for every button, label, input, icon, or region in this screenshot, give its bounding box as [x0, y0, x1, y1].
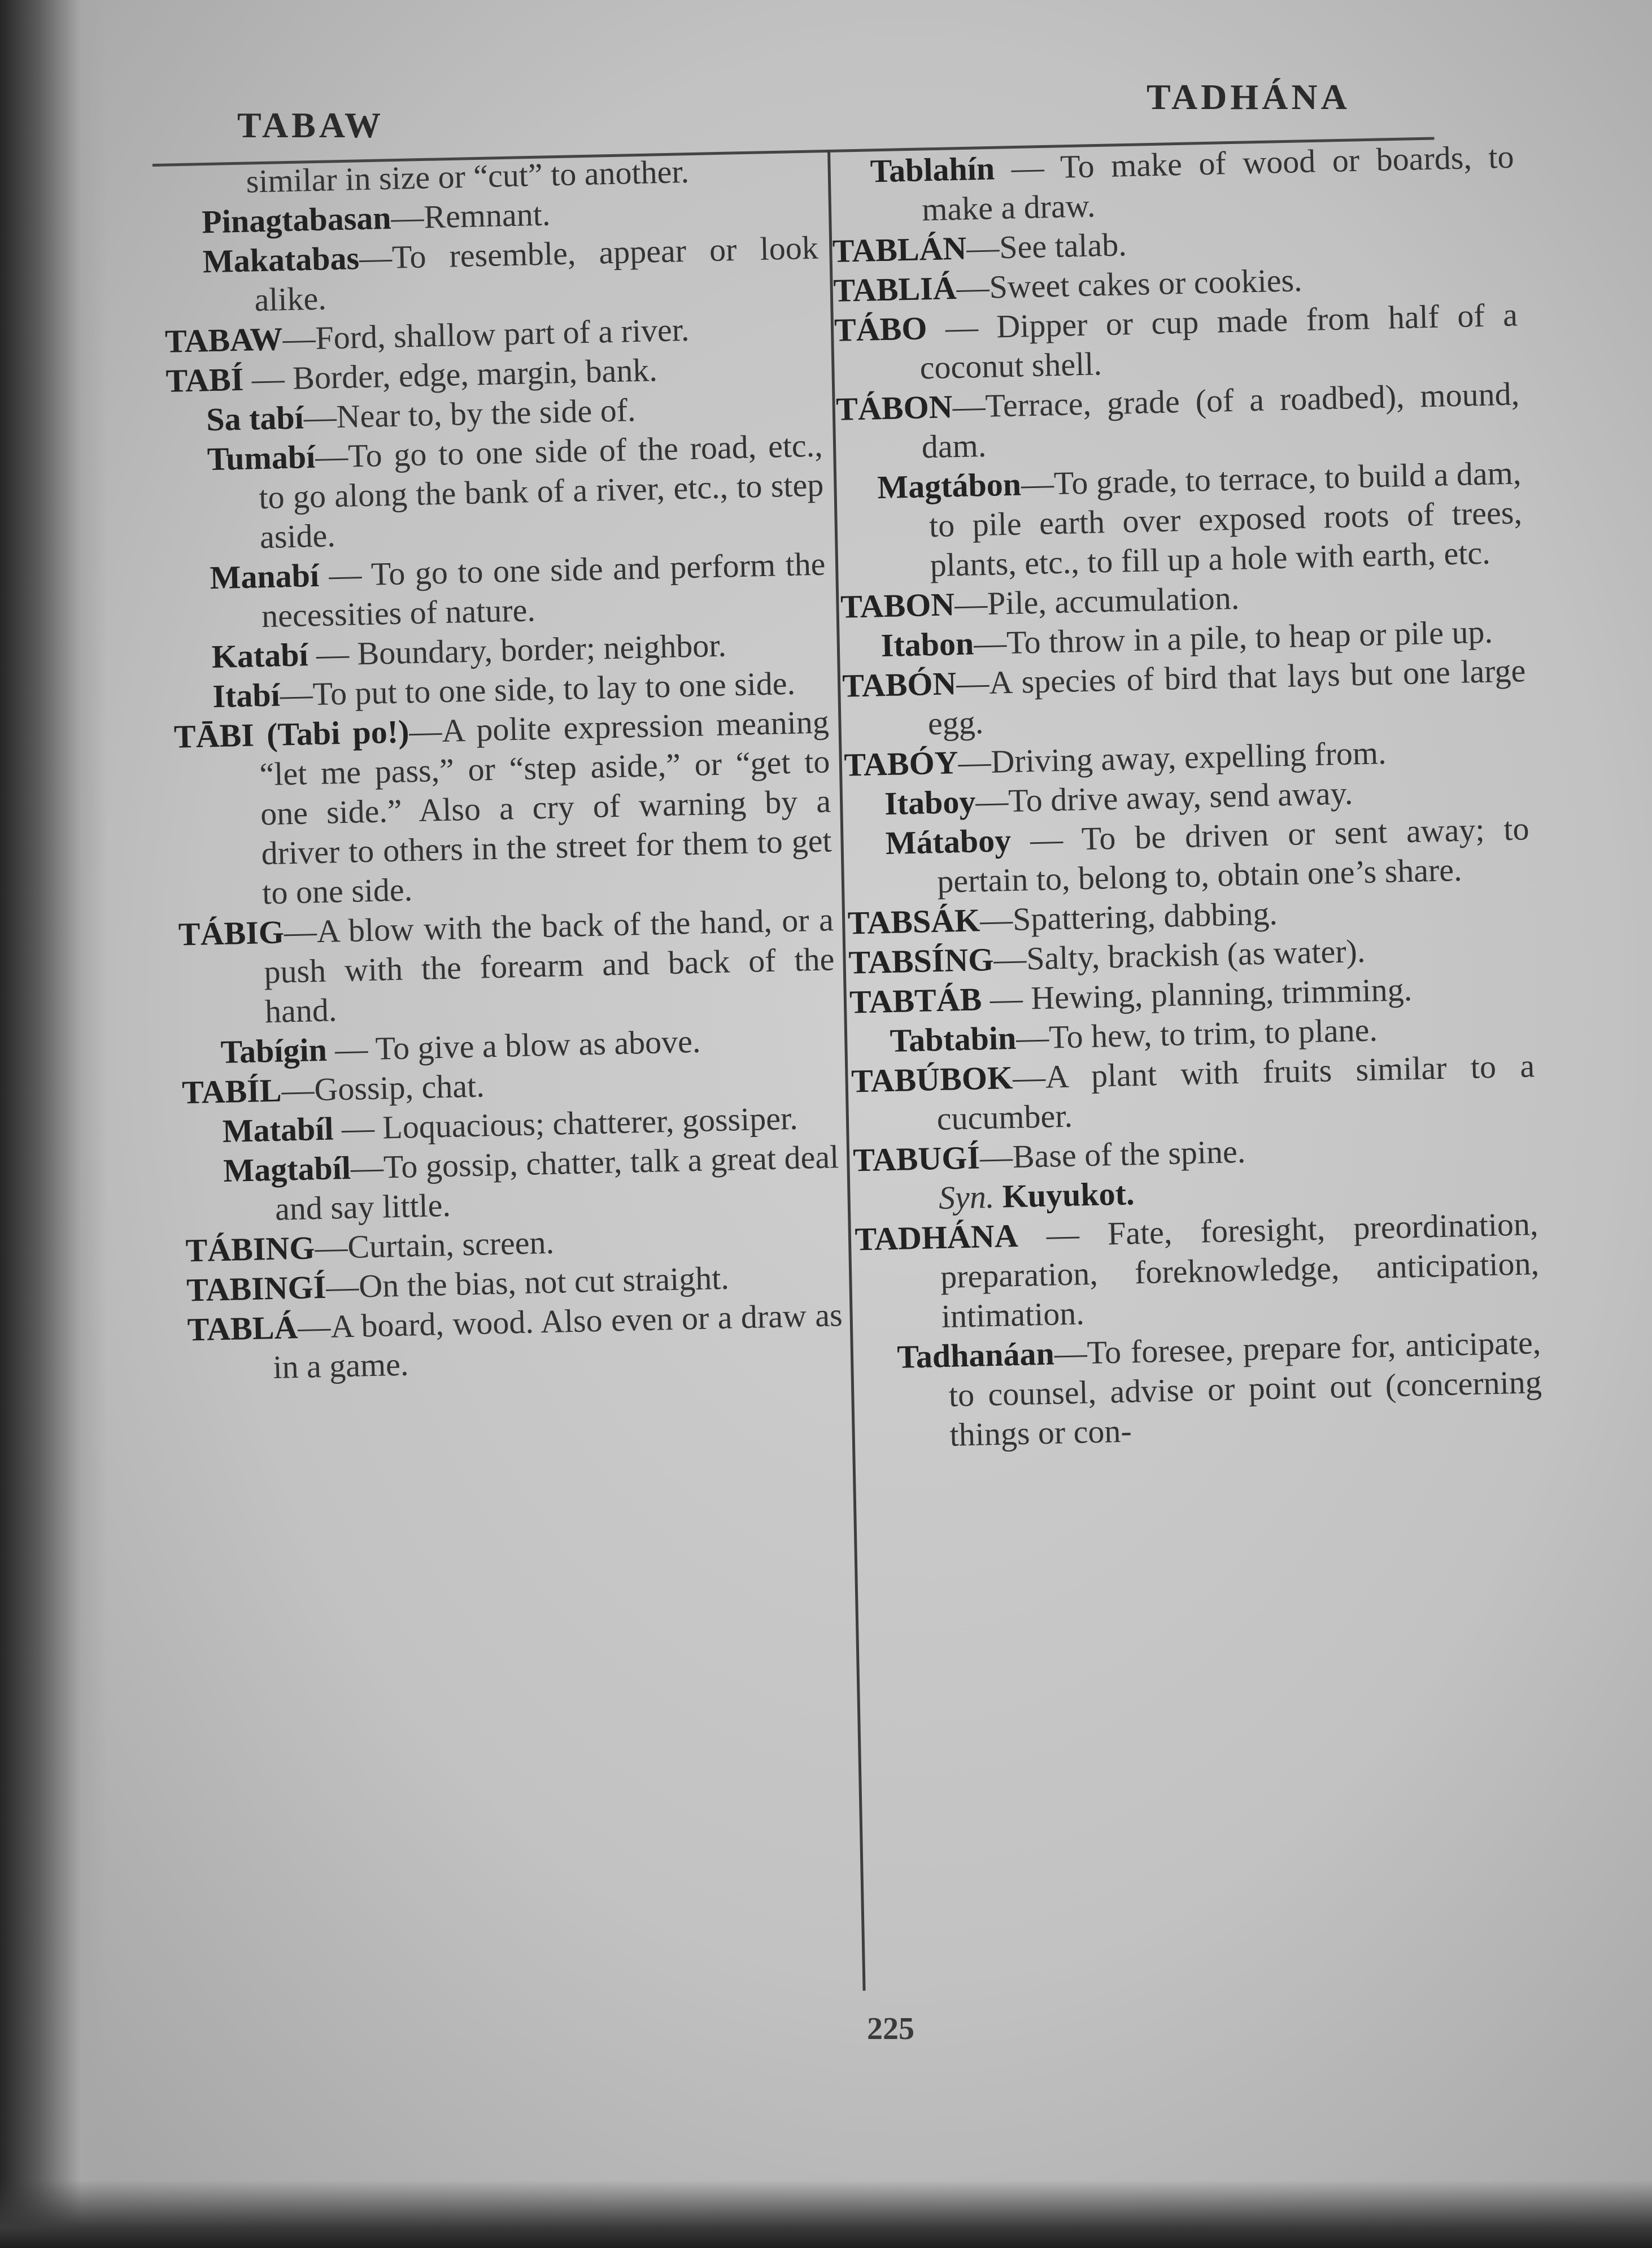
entry — [187, 1295, 844, 1389]
entry — [842, 651, 1527, 745]
entry-headword: TABÚBOK — [851, 1059, 1013, 1100]
entry-headword: Tumabí — [207, 438, 316, 478]
book-spine-shadow — [0, 0, 107, 2248]
entry-definition: —Sweet cakes or cookies. — [956, 262, 1303, 306]
entry-headword: TABSÍNG — [848, 940, 994, 981]
entry-headword: TABUGÍ — [852, 1139, 980, 1179]
entry — [163, 228, 820, 322]
entry — [851, 1046, 1536, 1140]
entry-definition: —Near to, by the side of. — [303, 391, 637, 436]
synonym-label: Syn. — [938, 1178, 995, 1217]
entry-headword: TĀBI (Tabi po!) — [173, 713, 410, 755]
entry-headword: Kuyukot. — [1002, 1175, 1135, 1215]
page-bottom-shadow — [0, 2180, 1652, 2248]
entry-definition: —Spattering, dabbing. — [979, 895, 1278, 939]
entry-definition: similar in size or “cut” to another. — [246, 153, 690, 200]
entry-definition: —A polite expression meaning “let me pass,” or “step aside,” or “get to one side.” Also a cry of warning by a driver to others in the street for them to get to one side. — [259, 703, 832, 912]
entry-definition: —A species of bird that lays but one large egg. — [927, 652, 1526, 742]
entry-headword: TABÓY — [843, 744, 959, 783]
entry — [173, 702, 833, 914]
entry-definition: — Boundary, border; neighbor. — [307, 626, 727, 673]
entry-definition: — To give a blow as above. — [326, 1022, 701, 1068]
entry-headword: TÁBO — [834, 310, 928, 348]
entry — [178, 900, 835, 1033]
right-guide-word: TADHÁNA — [1147, 77, 1350, 117]
entry-headword: TABLÁN — [832, 229, 967, 269]
entry — [845, 809, 1531, 903]
entry-definition: —To go to one side of the road, etc., to go along the bank of a river, etc., to step aside. — [258, 426, 824, 556]
entry-definition: —Salty, brackish (as water). — [993, 932, 1366, 978]
entry-headword: TABTÁB — [849, 981, 983, 1021]
entry-headword: Tabígin — [220, 1031, 328, 1070]
entry — [836, 374, 1521, 468]
entry-headword: Matabíl — [222, 1110, 334, 1149]
entry — [830, 137, 1515, 232]
left-guide-word: TABAW — [237, 105, 384, 145]
entry-headword: TABLIÁ — [832, 269, 957, 309]
entry — [857, 1323, 1543, 1457]
entry-headword: TABINGÍ — [186, 1268, 327, 1309]
entry — [170, 544, 827, 638]
entry-headword: TABÓN — [842, 665, 957, 704]
entry-headword: TÁBIG — [178, 913, 285, 953]
entry-headword: TABÍL — [181, 1071, 282, 1111]
entry-headword: TABON — [840, 586, 955, 625]
entry-definition: —See talab. — [966, 226, 1127, 267]
entry-definition: —To gossip, chatter, talk a great deal and say little. — [274, 1138, 839, 1227]
left-column — [161, 149, 844, 1389]
entry — [167, 426, 825, 559]
entry-headword: Tabtabin — [889, 1019, 1017, 1059]
entry-headword: TABÍ — [165, 360, 244, 399]
entry-definition: —A plant with fruits similar to a cucumber. — [936, 1047, 1535, 1138]
entry-headword: TABLÁ — [187, 1309, 299, 1348]
entry-definition: —To put to one side, to lay to one side. — [279, 664, 796, 713]
entry-definition: —Curtain, screen. — [314, 1223, 555, 1266]
entry-headword: TADHÁNA — [854, 1217, 1019, 1258]
entry-headword: Itabí — [212, 676, 281, 715]
entry-definition: — To make of wood or boards, to make a draw. — [921, 138, 1515, 228]
entry-definition: —To hew, to trim, to plane. — [1015, 1011, 1378, 1056]
entry-definition: — Border, edge, margin, bank. — [243, 351, 658, 398]
entry-definition: —Ford, shallow part of a river. — [282, 311, 690, 358]
entry-definition: —To throw in a pile, to heap or pile up. — [973, 613, 1493, 662]
entry-headword: Makatabas — [202, 239, 360, 280]
entry-definition: — Dipper or cup made from half of a coconut shell. — [919, 296, 1518, 386]
entry-definition: —Pile, accumulation. — [954, 579, 1240, 623]
entry-headword: Tadhanáan — [896, 1335, 1055, 1375]
entry-definition: —Base of the spine. — [979, 1132, 1246, 1176]
entry-definition: —Gossip, chat. — [281, 1067, 485, 1109]
entry-definition: —A board, wood. Also even or a draw as in a game. — [272, 1296, 843, 1386]
entry-definition: — Fate, foresight, preordination, preparation, foreknowledge, anticipation, intimation. — [940, 1205, 1540, 1335]
entry — [834, 295, 1519, 389]
entry-definition: — Hewing, planning, trimming. — [981, 971, 1413, 1018]
entry-definition: — Loquacious; chatterer, gossiper. — [333, 1099, 799, 1147]
entry-headword: TÁBON — [835, 388, 953, 428]
entry-headword: Magtabíl — [223, 1149, 351, 1189]
entry-headword: Itabon — [881, 625, 974, 664]
entry-definition: —Driving away, expelling from. — [957, 734, 1387, 781]
entry-definition: —A blow with the back of the hand, or a push with the forearm and back of the hand. — [263, 901, 835, 1030]
entry-definition: — To go to one side and perform the necessities of nature. — [261, 545, 826, 635]
entry-definition: —To grade, to terrace, to build a dam, to pile earth over exposed roots of trees, plants, etc., to fill up a hole with earth, etc. — [929, 454, 1523, 584]
entry-definition: —To foresee, prepare for, anticipate, to counsel, advise or point out (concerning things or con- — [948, 1324, 1542, 1453]
entry-headword: Katabí — [211, 636, 309, 676]
entry-headword: TABAW — [164, 320, 284, 360]
entry — [855, 1204, 1540, 1338]
entry-definition: —On the bias, not cut straight. — [325, 1259, 730, 1305]
entry-headword: Sa tabí — [206, 399, 304, 438]
entry — [184, 1137, 840, 1231]
page-number: 225 — [867, 2011, 914, 2046]
entry-definition: —To resemble, appear or look alike. — [254, 229, 819, 319]
entry-headword: Magtábon — [877, 465, 1022, 506]
entry-definition: —Remnant. — [390, 195, 551, 236]
entry-headword: Tablahín — [870, 150, 995, 190]
entry-definition: — To be driven or sent away; to pertain to, belong to, obtain one’s share. — [936, 810, 1530, 900]
right-column — [830, 137, 1543, 1457]
entry — [838, 453, 1523, 587]
entry-headword: TABSÁK — [847, 901, 980, 942]
entry-definition: —To drive away, send away. — [975, 774, 1353, 820]
entry-headword: Pinagtabasan — [201, 199, 392, 241]
entry-headword: TÁBING — [185, 1229, 316, 1269]
entry-headword: Manabí — [209, 556, 320, 596]
entry-definition: —Terrace, grade (of a roadbed), mound, dam. — [921, 375, 1520, 465]
entry-headword: Itaboy — [884, 783, 977, 822]
entry-headword: Mátaboy — [885, 822, 1012, 862]
